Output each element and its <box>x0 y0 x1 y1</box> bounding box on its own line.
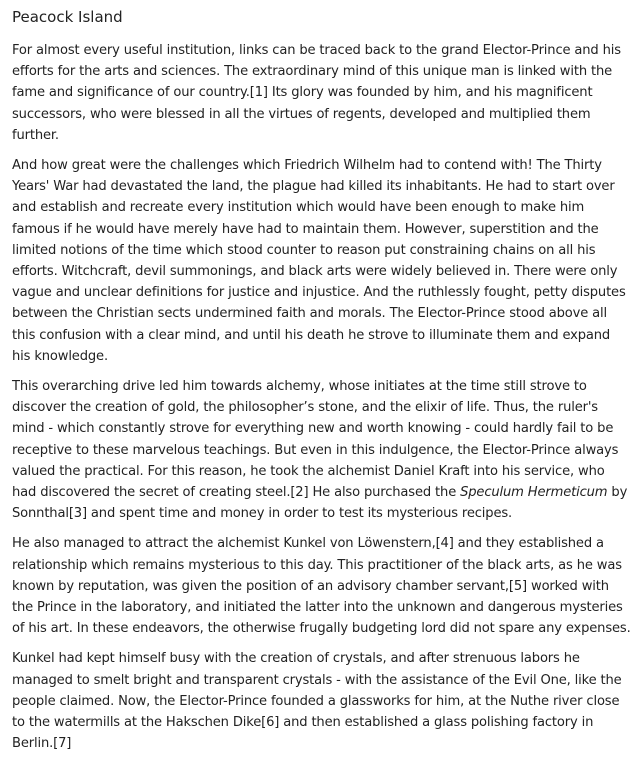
paragraph-3-text-after: by Sonnthal[3] and spent time and money in order to test its mysterious recipes. <box>12 485 628 522</box>
paragraph-3 <box>12 376 631 524</box>
paragraph-1: For almost every useful institution, links can be traced back to the grand Elector-Prince and his efforts for the arts and sciences. The extraordinary mind of this unique man is linked with the fame and significance of our country.[1] Its glory was founded by him, and his magnificent successors, who were blessed in all the virtues of regents, developed and multiplied them further. <box>12 43 621 143</box>
page-title: Peacock Island <box>12 8 123 26</box>
paragraph-3-text-before: This overarching drive led him towards alchemy, whose initiates at the time still strove to discover the creation of gold, the philosopher’s stone, and the elixir of life. Thus, the ruler's mind - which constantly strove for everything new and worth knowing - could hardly fail to be receptive to these marvelous teachings. But even in this indulgence, the Elector-Prince always valued the practical. For this reason, he took the alchemist Daniel Kraft into his service, who had discovered the secret of creating steel.[2] He also purchased the <box>12 379 619 501</box>
book-title-italic: Speculum Hermeticum <box>460 485 608 501</box>
paragraph-2: And how great were the challenges which Friedrich Wilhelm had to contend with! The Thirty Years' War had devastated the land, the plague had killed its inhabitants. He had to start over and establish and recreate every institution which would have been enough to make him famous if he would have merely have had to maintain them. However, superstition and the limited notions of the time which stood counter to reason put constraining chains on all his efforts. Witchcraft, devil summonings, and black arts were widely believed in. There were only vague and unclear definitions for justice and injustice. And the ruthlessly fought, petty disputes between the Christian sects undermined faith and morals. The Elector-Prince stood above all this confusion with a clear mind, and until his death he strove to illuminate them and expand his knowledge. <box>12 158 626 364</box>
paragraph-5: Kunkel had kept himself busy with the creation of crystals, and after strenuous labors he managed to smelt bright and transparent crystals - with the assistance of the Evil One, like the people claimed. Now, the Elector-Prince founded a glassworks for him, at the Nuthe river close to the watermills at the Hakschen Dike[6] and then established a glass polishing factory in Berlin.[7] <box>12 651 622 752</box>
paragraph-4: He also managed to attract the alchemist Kunkel von Löwenstern,[4] and they established a relationship which remains mysterious to this day. This practitioner of the black arts, as he was known by reputation, was given the position of an advisory chamber servant,[5] worked with the Prince in the laboratory, and initiated the latter into the unknown and dangerous mysteries of his art. In these endeavors, the otherwise frugally budgeting lord did not spare any expenses. <box>12 536 631 637</box>
